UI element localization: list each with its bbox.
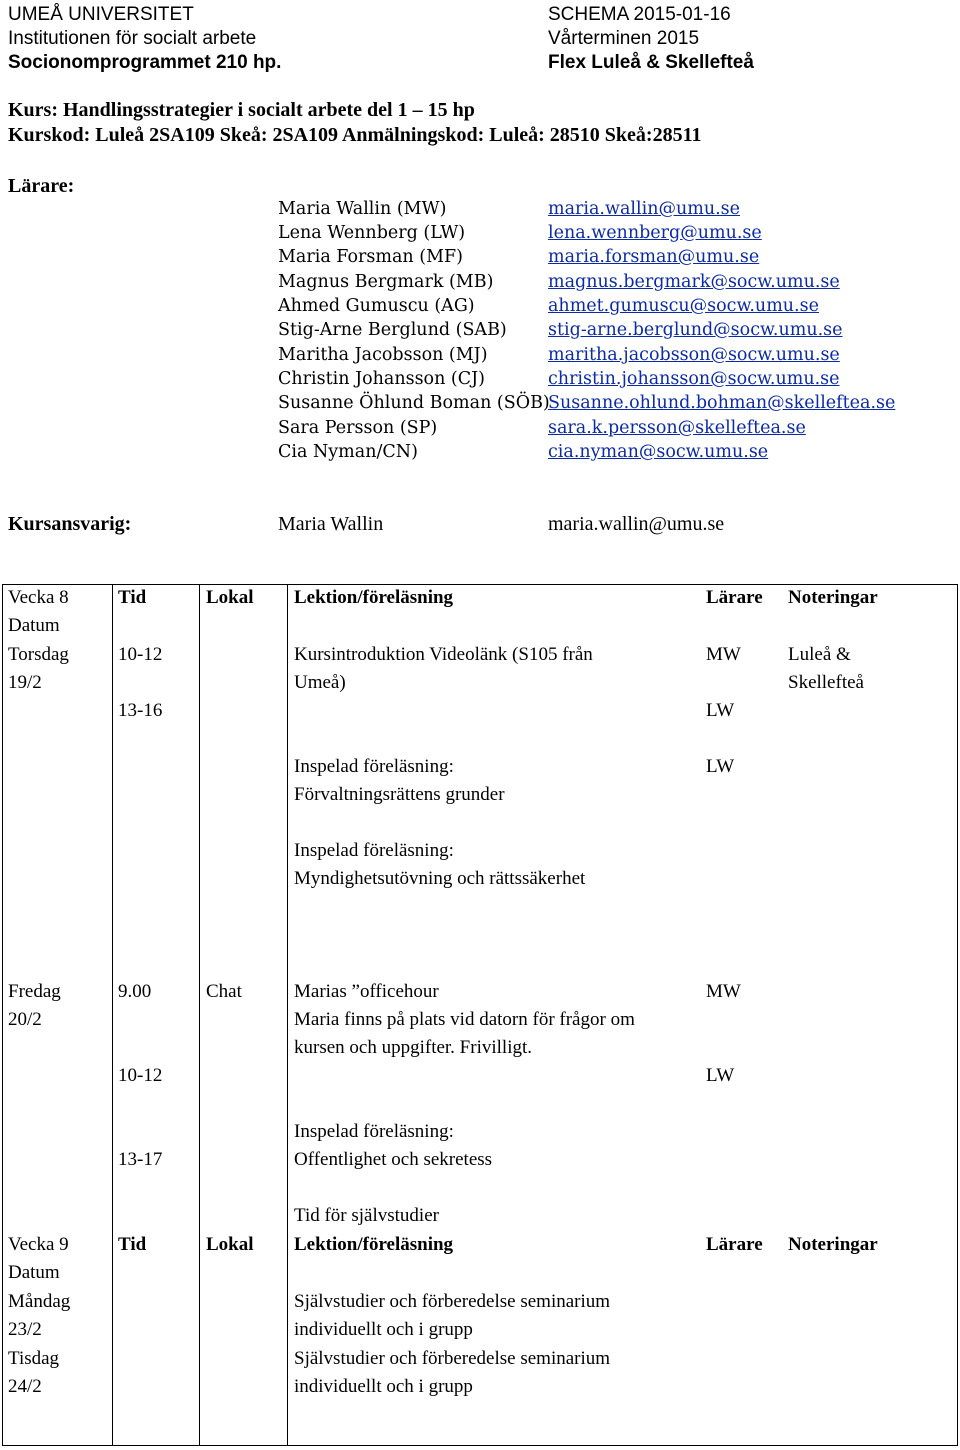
day-name: Torsdag <box>8 644 69 665</box>
location-cell: Chat <box>206 981 242 1002</box>
university-name: UMEÅ UNIVERSITET <box>8 4 194 25</box>
column-header-lektion: Lektion/föreläsning <box>294 587 454 608</box>
schema-date: SCHEMA 2015-01-16 <box>548 4 731 25</box>
teacher-name: Maria Wallin (MW) <box>278 199 447 219</box>
time-cell: 13-16 <box>118 700 163 721</box>
lecture-text: Maria finns på plats vid datorn för frågor om <box>294 1009 635 1030</box>
teacher-email-link[interactable]: maritha.jacobsson@socw.umu.se <box>548 345 840 365</box>
column-header-datum: Datum <box>8 1262 60 1283</box>
lecture-text: individuellt och i grupp <box>294 1376 473 1397</box>
lecture-text: individuellt och i grupp <box>294 1319 473 1340</box>
teacher-name: Christin Johansson (CJ) <box>278 369 485 389</box>
teacher-name: Maria Forsman (MF) <box>278 247 463 267</box>
day-date: 24/2 <box>8 1376 42 1397</box>
column-header-larare: Lärare <box>706 1234 763 1255</box>
column-header-larare: Lärare <box>706 587 763 608</box>
day-date: 20/2 <box>8 1009 42 1030</box>
column-header-noteringar: Noteringar <box>788 587 878 608</box>
teacher-email-link[interactable]: cia.nyman@socw.umu.se <box>548 442 769 462</box>
day-date: 23/2 <box>8 1319 42 1340</box>
column-divider <box>199 584 200 1446</box>
note-text: Luleå & <box>788 644 851 665</box>
teacher-email-link[interactable]: maria.wallin@umu.se <box>548 199 740 219</box>
teacher-email-link[interactable]: Susanne.ohlund.bohman@skelleftea.se <box>548 393 896 413</box>
day-name: Tisdag <box>8 1348 60 1369</box>
table-border-bottom <box>2 1445 958 1446</box>
teacher-email-link[interactable]: stig-arne.berglund@socw.umu.se <box>548 320 843 340</box>
recorded-lecture-title: Myndighetsutövning och rättssäkerhet <box>294 868 586 889</box>
teacher-code: MW <box>706 644 741 665</box>
term: Vårterminen 2015 <box>548 28 700 49</box>
time-cell: 10-12 <box>118 644 163 665</box>
week-label: Vecka 9 <box>8 1234 69 1255</box>
day-date: 19/2 <box>8 672 42 693</box>
teacher-name: Lena Wennberg (LW) <box>278 223 466 243</box>
time-cell: 9.00 <box>118 981 152 1002</box>
course-title: Kurs: Handlingsstrategier i socialt arbete del 1 – 15 hp <box>8 99 475 121</box>
week-label: Vecka 8 <box>8 587 69 608</box>
teacher-email-link[interactable]: christin.johansson@socw.umu.se <box>548 369 840 389</box>
column-header-tid: Tid <box>118 1234 147 1255</box>
lecture-text: Marias ”officehour <box>294 981 439 1002</box>
column-divider <box>112 584 113 1446</box>
teacher-email-link[interactable]: maria.forsman@umu.se <box>548 247 760 267</box>
column-divider <box>287 584 288 1446</box>
recorded-lecture-heading: Inspelad föreläsning: <box>294 1121 454 1142</box>
self-study-text: Tid för självstudier <box>294 1205 439 1226</box>
responsible-email: maria.wallin@umu.se <box>548 513 725 535</box>
recorded-lecture-title: Förvaltningsrättens grunder <box>294 784 505 805</box>
teacher-code: LW <box>706 756 735 777</box>
teacher-code: MW <box>706 981 741 1002</box>
column-header-datum: Datum <box>8 615 60 636</box>
teacher-name: Cia Nyman/CN) <box>278 442 418 462</box>
column-header-noteringar: Noteringar <box>788 1234 878 1255</box>
teacher-email-link[interactable]: sara.k.persson@skelleftea.se <box>548 418 806 438</box>
teacher-name: Susanne Öhlund Boman (SÖB) <box>278 393 550 413</box>
day-name: Måndag <box>8 1291 71 1312</box>
column-header-lokal: Lokal <box>206 587 254 608</box>
recorded-lecture-heading: Inspelad föreläsning: <box>294 840 454 861</box>
column-header-lokal: Lokal <box>206 1234 254 1255</box>
department-name: Institutionen för socialt arbete <box>8 28 257 49</box>
teacher-name: Magnus Bergmark (MB) <box>278 272 494 292</box>
lecture-text: Kursintroduktion Videolänk (S105 från <box>294 644 593 665</box>
table-border-top <box>2 584 958 585</box>
teacher-name: Sara Persson (SP) <box>278 418 438 438</box>
recorded-lecture-heading: Inspelad föreläsning: <box>294 756 454 777</box>
time-cell: 10-12 <box>118 1065 163 1086</box>
teachers-label: Lärare: <box>8 175 75 197</box>
lecture-text: kursen och uppgifter. Frivilligt. <box>294 1037 533 1058</box>
teacher-email-link[interactable]: lena.wennberg@umu.se <box>548 223 762 243</box>
teacher-email-link[interactable]: magnus.bergmark@socw.umu.se <box>548 272 840 292</box>
teacher-name: Maritha Jacobsson (MJ) <box>278 345 488 365</box>
lecture-text: Självstudier och förberedelse seminarium <box>294 1348 611 1369</box>
responsible-label: Kursansvarig: <box>8 513 132 535</box>
note-text: Skellefteå <box>788 672 864 693</box>
recorded-lecture-title: Offentlighet och sekretess <box>294 1149 493 1170</box>
table-border-right <box>957 584 958 1446</box>
column-header-lektion: Lektion/föreläsning <box>294 1234 454 1255</box>
lecture-text: Självstudier och förberedelse seminarium <box>294 1291 611 1312</box>
teacher-code: LW <box>706 700 735 721</box>
teacher-code: LW <box>706 1065 735 1086</box>
flex-location: Flex Luleå & Skellefteå <box>548 52 754 73</box>
responsible-name: Maria Wallin <box>278 513 384 535</box>
teacher-name: Ahmed Gumuscu (AG) <box>278 296 475 316</box>
program-name: Socionomprogrammet 210 hp. <box>8 52 282 73</box>
day-name: Fredag <box>8 981 61 1002</box>
time-cell: 13-17 <box>118 1149 163 1170</box>
teacher-name: Stig-Arne Berglund (SAB) <box>278 320 507 340</box>
table-border-left <box>2 584 3 1446</box>
column-header-tid: Tid <box>118 587 147 608</box>
teacher-email-link[interactable]: ahmet.gumuscu@socw.umu.se <box>548 296 819 316</box>
lecture-text: Umeå) <box>294 672 346 693</box>
course-codes: Kurskod: Luleå 2SA109 Skeå: 2SA109 Anmälningskod: Luleå: 28510 Skeå:28511 <box>8 124 702 146</box>
